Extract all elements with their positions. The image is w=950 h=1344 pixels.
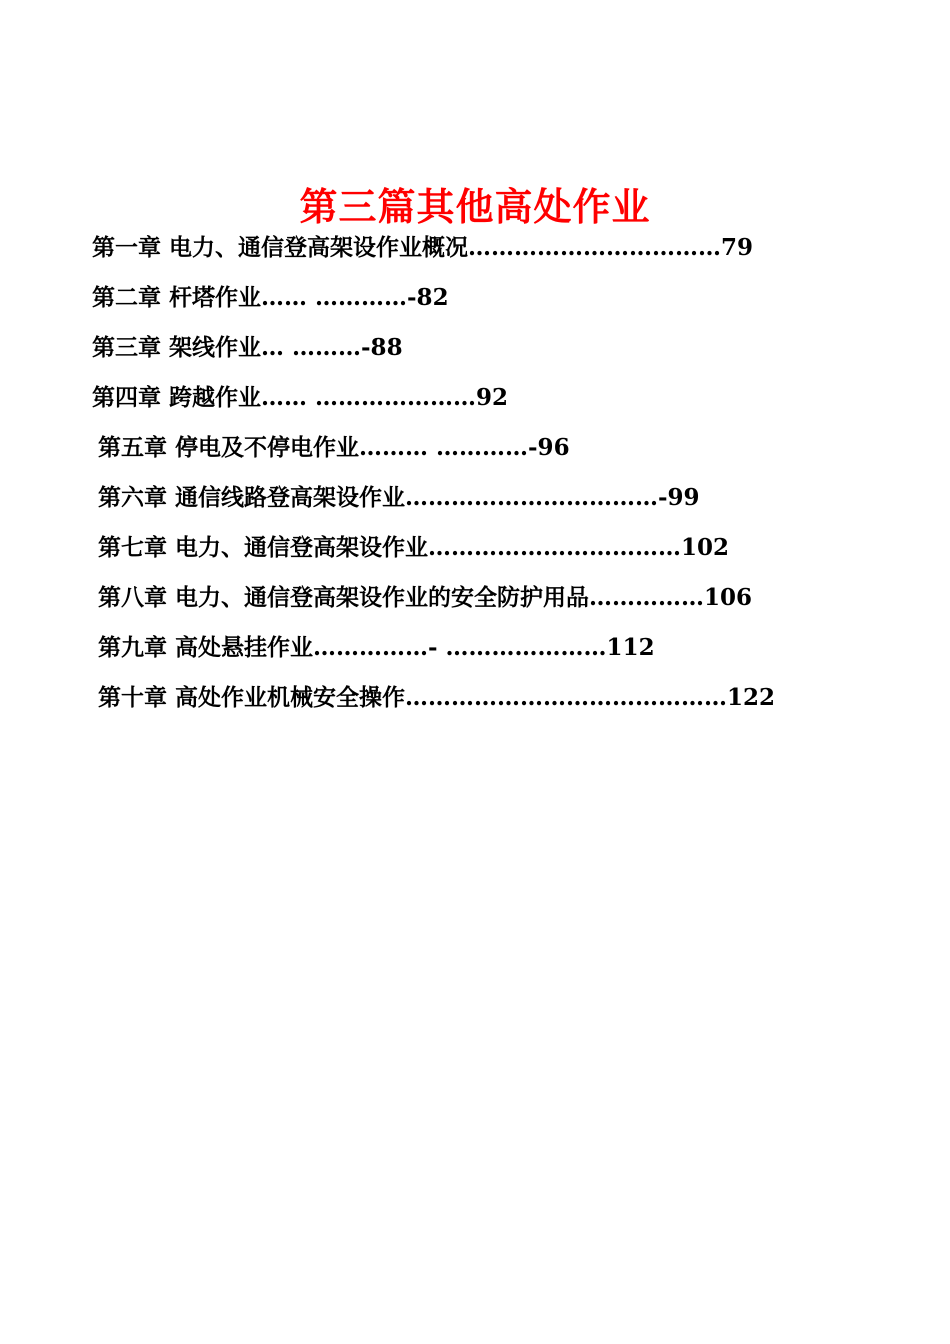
toc-entry-chapter-10[interactable]	[98, 678, 775, 718]
toc-entry-text: 第七章 电力、通信登高架设作业……………………………102	[98, 534, 730, 561]
toc-entry-chapter-5[interactable]	[98, 428, 570, 468]
toc-entry-chapter-3[interactable]	[92, 328, 403, 368]
toc-entry-chapter-7[interactable]	[98, 528, 729, 568]
toc-entry-chapter-1[interactable]	[92, 228, 753, 268]
toc-entry-text: 第八章 电力、通信登高架设作业的安全防护用品……………106	[98, 584, 753, 611]
toc-entry-chapter-4[interactable]	[92, 378, 508, 418]
toc-entry-text: 第十章 高处作业机械安全操作……………………………………122	[98, 684, 776, 711]
toc-entry-text: 第九章 高处悬挂作业……………- …………………112	[98, 634, 655, 661]
toc-entry-chapter-8[interactable]	[98, 578, 752, 618]
toc-entry-text: 第二章 杆塔作业…… …………-82	[92, 284, 449, 311]
toc-entry-text: 第一章 电力、通信登高架设作业概况……………………………79	[92, 234, 754, 261]
toc-entry-text: 第六章 通信线路登高架设作业……………………………-99	[98, 484, 700, 511]
toc-entry-text: 第五章 停电及不停电作业……… …………-96	[98, 434, 570, 461]
toc-entry-chapter-6[interactable]	[98, 478, 700, 518]
toc-entry-text: 第三章 架线作业… ………-88	[92, 334, 403, 361]
toc-entry-chapter-2[interactable]	[92, 278, 449, 318]
toc-entry-chapter-9[interactable]	[98, 628, 655, 668]
toc-entry-text: 第四章 跨越作业…… …………………92	[92, 384, 509, 411]
section-title: 第三篇其他高处作业	[299, 184, 651, 229]
